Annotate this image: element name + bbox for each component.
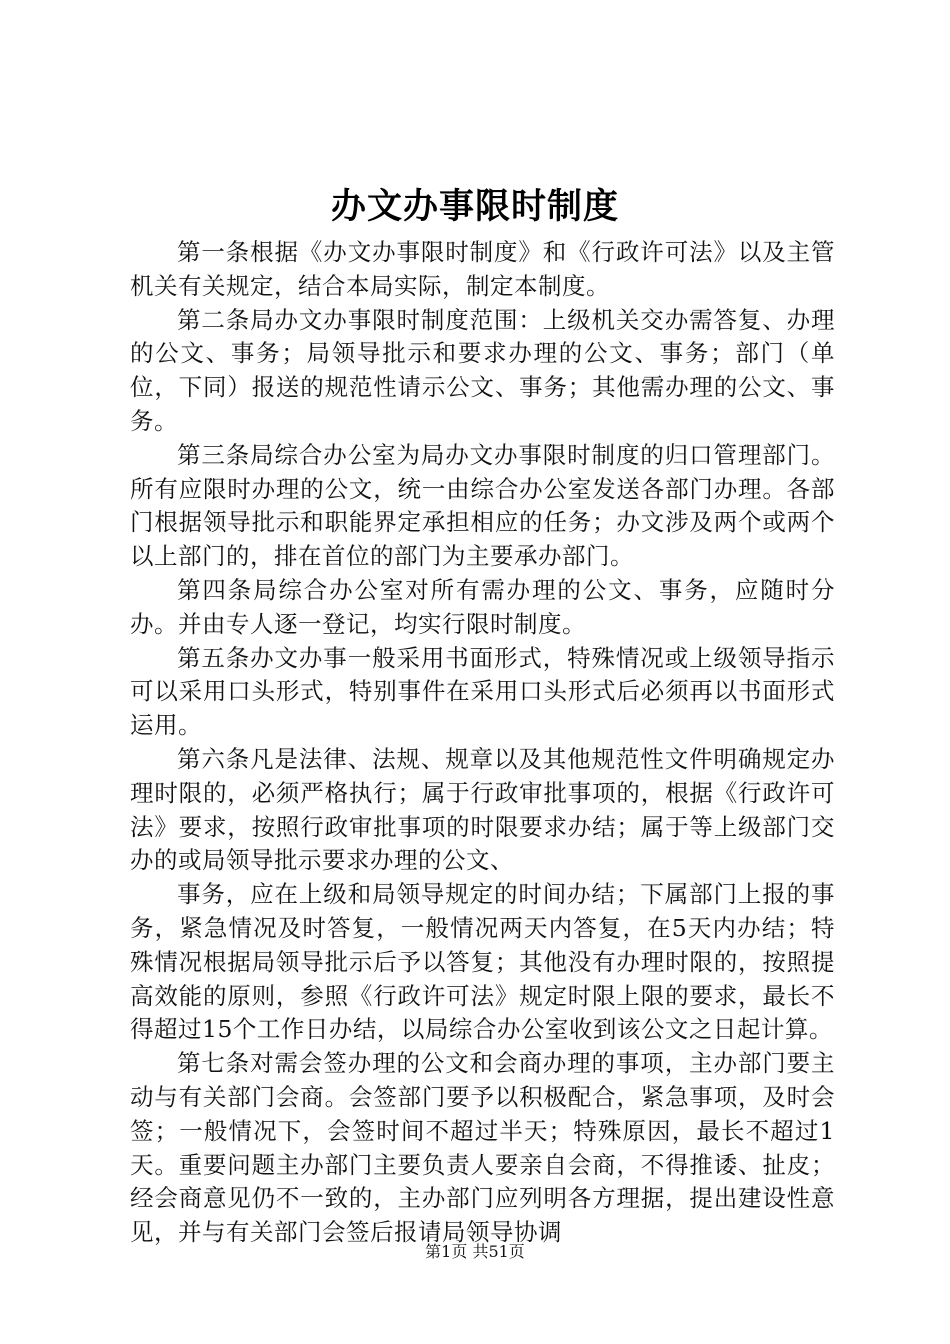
paragraph-article-2: 第二条局办文办事限时制度范围：上级机关交办需答复、办理的公文、事务；局领导批示和要求办理的公文、事务；部门（单位，下同）报送的规范性请示公文、事务；其他需办理的公文、事务。 [130,305,835,435]
document-body [130,236,835,1250]
paragraph-article-3: 第三条局综合办公室为局办文办事限时制度的归口管理部门。所有应限时办理的公文，统一由综合办公室发送各部门办理。各部门根据领导批示和职能界定承担相应的任务；办文涉及两个或两个以上部门的，排在首位的部门为主要承办部门。 [130,440,835,571]
paragraph-article-6: 第六条凡是法律、法规、规章以及其他规范性文件明确规定办理时限的，必须严格执行；属于行政审批事项的，根据《行政许可法》要求，按照行政审批事项的时限要求办结；属于等上级部门交办的或局领导批示要求办理的公文、 [130,744,835,875]
paragraph-article-7: 第七条对需会签办理的公文和会商办理的事项，主办部门要主动与有关部门会商。会签部门要予以积极配合，紧急事项，及时会签；一般情况下，会签时间不超过半天；特殊原因，最长不超过1天。重要问题主办部门主要负责人要亲自会商，不得推诿、扯皮；经会商意见仍不一致的，主办部门应列明各方理据，提出建设性意见，并与有关部门会签后报请局领导协调 [130,1049,835,1247]
paragraph-article-5: 第五条办文办事一般采用书面形式，特殊情况或上级领导指示可以采用口头形式，特别事件在采用口头形式后必须再以书面形式运用。 [130,643,835,740]
document-title: 办文办事限时制度 [330,186,619,227]
page-number-footer: 第1页 共51页 [425,1242,525,1261]
paragraph-article-4: 第四条局综合办公室对所有需办理的公文、事务，应随时分办。并由专人逐一登记，均实行限时制度。 [130,575,835,638]
paragraph-article-6-continued: 事务，应在上级和局领导规定的时间办结；下属部门上报的事务，紧急情况及时答复，一般情况两天内答复，在5天内办结；特殊情况根据局领导批示后予以答复；其他没有办理时限的，按照提高效能的原则，参照《行政许可法》规定时限上限的要求，最长不得超过15个工作日办结，以局综合办公室收到该公文之日起计算。 [130,880,835,1044]
paragraph-article-1: 第一条根据《办文办事限时制度》和《行政许可法》以及主管机关有关规定，结合本局实际，制定本制度。 [130,238,835,300]
